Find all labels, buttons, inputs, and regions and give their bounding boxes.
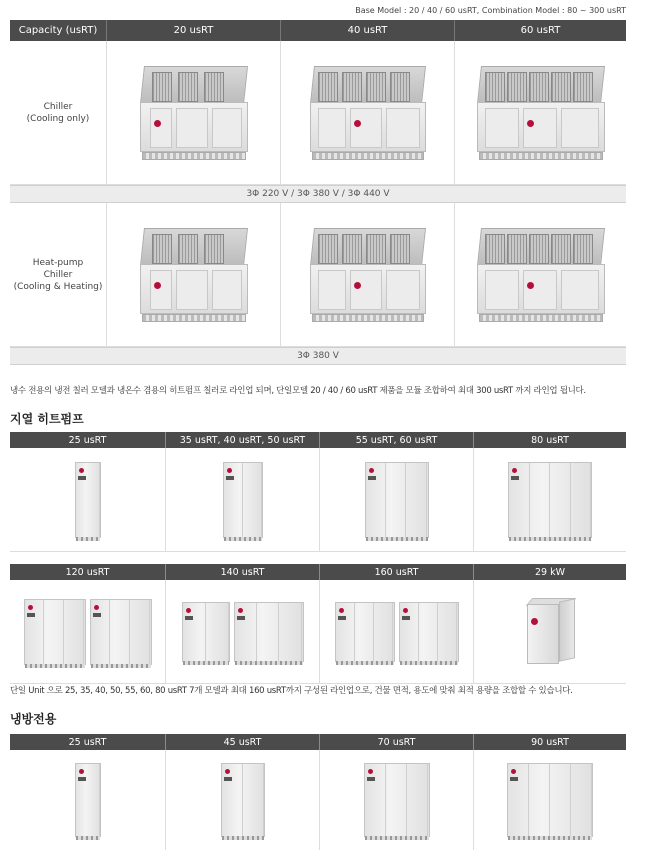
heatpump-unit-image [335, 602, 459, 662]
voltage-cooling: 3Φ 220 V / 3Φ 380 V / 3Φ 440 V [10, 185, 626, 203]
capacity-header: Capacity (usRT) [18, 25, 98, 36]
product-image-cell [319, 750, 473, 850]
column-header: 45 usRT [165, 734, 319, 750]
heatpump-unit-image [75, 462, 101, 538]
geothermal-table-row2 [10, 564, 626, 684]
section-title-geothermal: 지열 히트펌프 [10, 412, 84, 426]
column-header: 55 usRT, 60 usRT [319, 432, 473, 448]
geothermal-table-row1 [10, 432, 626, 552]
product-image-cell [165, 580, 319, 683]
chiller-unit-image [304, 58, 432, 168]
heatpump-unit-image [508, 462, 592, 538]
column-header: 70 usRT [319, 734, 473, 750]
product-image-cell [10, 750, 165, 850]
heatpump-unit-image [365, 462, 429, 538]
cooling-only-table [10, 734, 626, 850]
column-header: 20 usRT [106, 20, 280, 41]
product-image-cell [280, 203, 454, 346]
cooling-unit-image [364, 763, 430, 837]
product-image-cell [10, 448, 165, 551]
chiller-unit-image [304, 220, 432, 330]
chiller-table [10, 20, 626, 365]
heatpump-unit-image [523, 596, 578, 668]
column-header: 120 usRT [65, 566, 110, 578]
column-header: 35 usRT, 40 usRT, 50 usRT [165, 432, 319, 448]
chiller-unit-image [471, 220, 611, 330]
geothermal-header-row2 [10, 564, 626, 580]
section-title-cooling-only: 냉방전용 [10, 712, 57, 726]
cooling-only-header [10, 734, 626, 750]
product-image-cell [319, 448, 473, 551]
product-image-cell [106, 203, 280, 346]
chiller-row-heatpump [10, 203, 626, 347]
chiller-unit-image [134, 220, 254, 330]
heatpump-unit-image [24, 599, 152, 665]
heatpump-unit-image [182, 602, 304, 662]
voltage-heatpump: 3Φ 380 V [10, 347, 626, 365]
product-image-cell [165, 448, 319, 551]
chiller-unit-image [134, 58, 254, 168]
column-header: 40 usRT [280, 20, 454, 41]
product-image-cell [454, 203, 626, 346]
product-image-cell [454, 41, 626, 184]
column-header: 160 usRT [319, 564, 473, 580]
column-header: 25 usRT [68, 736, 107, 748]
cooling-unit-image [75, 763, 101, 837]
product-image-cell [280, 41, 454, 184]
column-header: 25 usRT [68, 434, 107, 446]
geothermal-description: 단일 Unit 으로 25, 35, 40, 50, 55, 60, 80 usRT 7개 모델과 최대 160 usRT까지 구성된 라인업으로, 건물 면적, 용도에 맞춰 최적 용량을 조합할 수 있습니다. [10, 686, 573, 696]
column-header: 80 usRT [473, 432, 626, 448]
product-image-cell [165, 750, 319, 850]
chiller-table-header [10, 20, 626, 41]
row-label: Chiller (Cooling only) [26, 101, 90, 124]
heatpump-unit-image [223, 462, 263, 538]
product-image-cell [10, 580, 165, 683]
chiller-row-cooling [10, 41, 626, 185]
cooling-unit-image [221, 763, 265, 837]
base-model-note: Base Model : 20 / 40 / 60 usRT, Combination Model : 80 ~ 300 usRT [355, 6, 626, 15]
product-image-cell [473, 750, 626, 850]
column-header: 29 kW [473, 564, 626, 580]
column-header: 90 usRT [473, 734, 626, 750]
column-header: 140 usRT [165, 564, 319, 580]
chiller-description: 냉수 전용의 냉전 칠러 모델과 냉온수 겸용의 히트펌프 칠러로 라인업 되며, 단일모델 20 / 40 / 60 usRT 제품을 모듈 조합하여 최대 300 usRT 까지 라인업 됩니다. [10, 386, 586, 396]
column-header: 60 usRT [454, 20, 626, 41]
geothermal-header-row1 [10, 432, 626, 448]
chiller-unit-image [471, 58, 611, 168]
row-label: Heat-pump Chiller (Cooling & Heating) [13, 257, 103, 292]
product-image-cell [473, 580, 626, 683]
product-image-cell [319, 580, 473, 683]
cooling-unit-image [507, 763, 593, 837]
product-image-cell [106, 41, 280, 184]
product-image-cell [473, 448, 626, 551]
